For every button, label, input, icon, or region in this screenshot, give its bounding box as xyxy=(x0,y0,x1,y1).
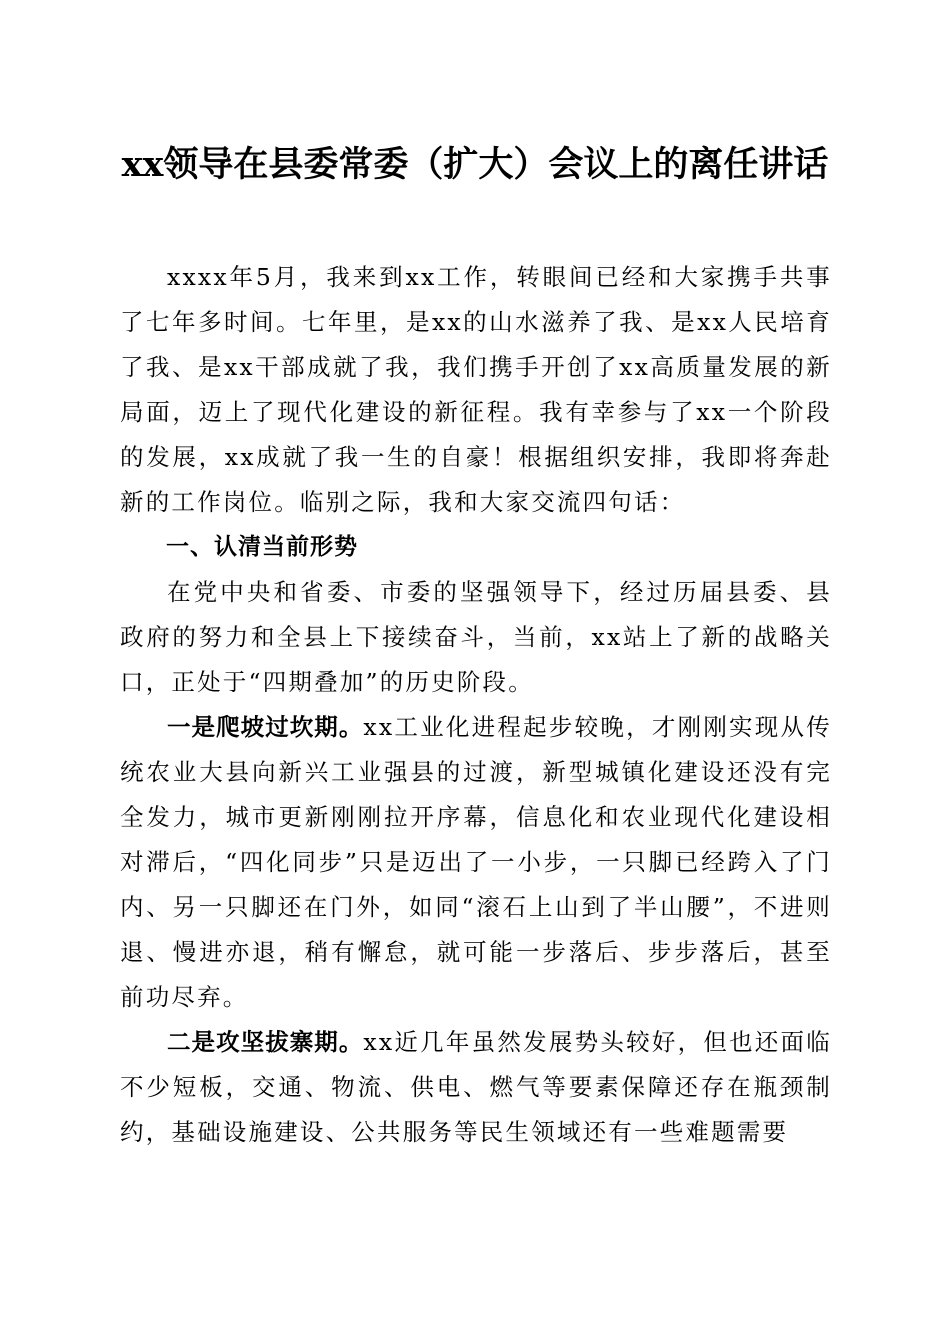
point1-paragraph xyxy=(120,705,832,1020)
document-title: xx领导在县委常委（扩大）会议上的离任讲话 xyxy=(121,144,829,185)
point1-lead: 一是爬坡过坎期。 xyxy=(167,713,364,741)
document-body xyxy=(120,255,832,1155)
point2-paragraph xyxy=(120,1020,832,1155)
section-heading-1: 一、认清当前形势 xyxy=(166,534,358,560)
point1-text: xx工业化进程起步较晚，才刚刚实现从传统农业大县向新兴工业强县的过渡，新型城镇化建设还没有完全发力，城市更新刚刚拉开序幕，信息化和农业现代化建设相对滞后，“四化同步”只是迈出了一小步，一只脚已经跨入了门内、另一只脚还在门外，如同“滚石上山到了半山腰”，不进则退、慢进亦退，稍有懈怠，就可能一步落后、步步落后，甚至前功尽弃。 xyxy=(120,713,833,1011)
intro-paragraph: xxxx年5月，我来到xx工作，转眼间已经和大家携手共事了七年多时间。七年里，是xx的山水滋养了我、是xx人民培育了我、是xx干部成就了我，我们携手开创了xx高质量发展的新局面，迈上了现代化建设的新征程。我有幸参与了xx一个阶段的发展，xx成就了我一生的自豪！根据组织安排，我即将奔赴新的工作岗位。临别之际，我和大家交流四句话： xyxy=(120,263,832,516)
point2-text: xx近几年虽然发展势头较好，但也还面临不少短板，交通、物流、供电、燃气等要素保障还存在瓶颈制约，基础设施建设、公共服务等民生领域还有一些难题需要 xyxy=(120,1028,833,1146)
point2-lead: 二是攻坚拔寨期。 xyxy=(167,1028,364,1056)
section1-intro-paragraph: 在党中央和省委、市委的坚强领导下，经过历届县委、县政府的努力和全县上下接续奋斗，当前，xx站上了新的战略关口，正处于“四期叠加”的历史阶段。 xyxy=(120,578,832,696)
